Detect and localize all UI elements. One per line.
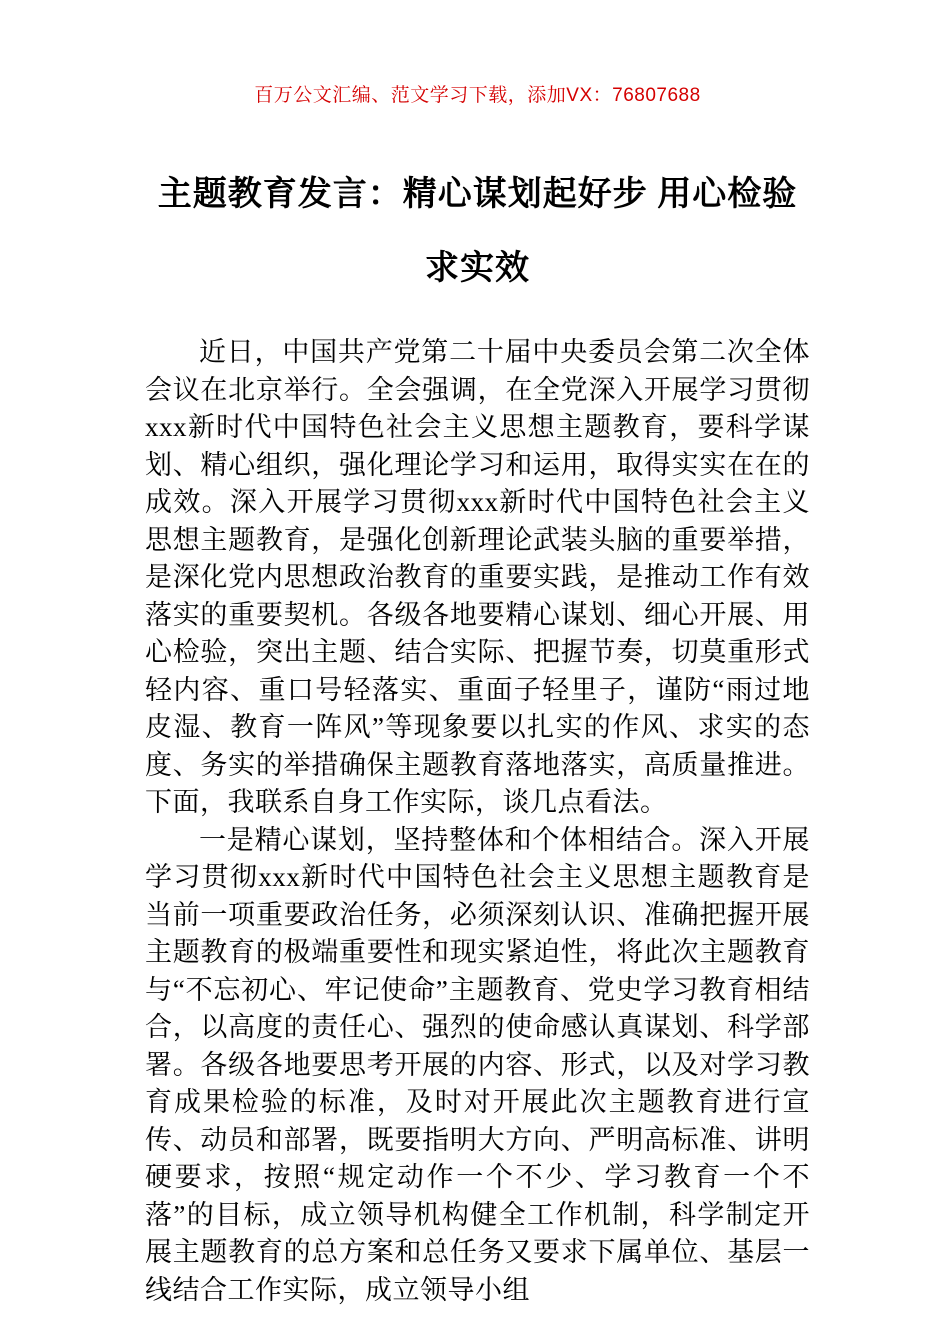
body-paragraph: 近日，中国共产党第二十届中央委员会第二次全体会议在北京举行。全会强调，在全党深入开展学习贯彻xxx新时代中国特色社会主义思想主题教育，要科学谋划、精心组织，强化理论学习和运用，取得实实在在的成效。深入开展学习贯彻xxx新时代中国特色社会主义思想主题教育，是强化创新理论武装头脑的重要举措，是深化党内思想政治教育的重要实践，是推动工作有效落实的重要契机。各级各地要精心谋划、细心开展、用心检验，突出主题、结合实际、把握节奏，切莫重形式轻内容、重口号轻落实、重面子轻里子，谨防“雨过地皮湿、教育一阵风”等现象要以扎实的作风、求实的态度、务实的举措确保主题教育落地落实，高质量推进。下面，我联系自身工作实际，谈几点看法。	[145, 337, 810, 817]
header-notice: 百万公文汇编、范文学习下载，添加VX：76807688	[254, 85, 701, 106]
document-title	[145, 158, 810, 306]
document-body	[145, 334, 810, 1309]
document-title-line-1: 主题教育发言：精心谋划起好步 用心检验	[157, 176, 798, 213]
document-title-line-2: 求实效	[425, 250, 530, 287]
body-paragraph: 一是精心谋划，坚持整体和个体相结合。深入开展学习贯彻xxx新时代中国特色社会主义思想主题教育是当前一项重要政治任务，必须深刻认识、准确把握开展主题教育的极端重要性和现实紧迫性，将此次主题教育与“不忘初心、牢记使命”主题教育、党史学习教育相结合，以高度的责任心、强烈的使命感认真谋划、科学部署。各级各地要思考开展的内容、形式，以及对学习教育成果检验的标准，及时对开展此次主题教育进行宣传、动员和部署，既要指明大方向、严明高标准、讲明硬要求，按照“规定动作一个不少、学习教育一个不落”的目标，成立领导机构健全工作机制，科学制定开展主题教育的总方案和总任务又要求下属单位、基层一线结合工作实际，成立领导小组	[145, 824, 810, 1305]
